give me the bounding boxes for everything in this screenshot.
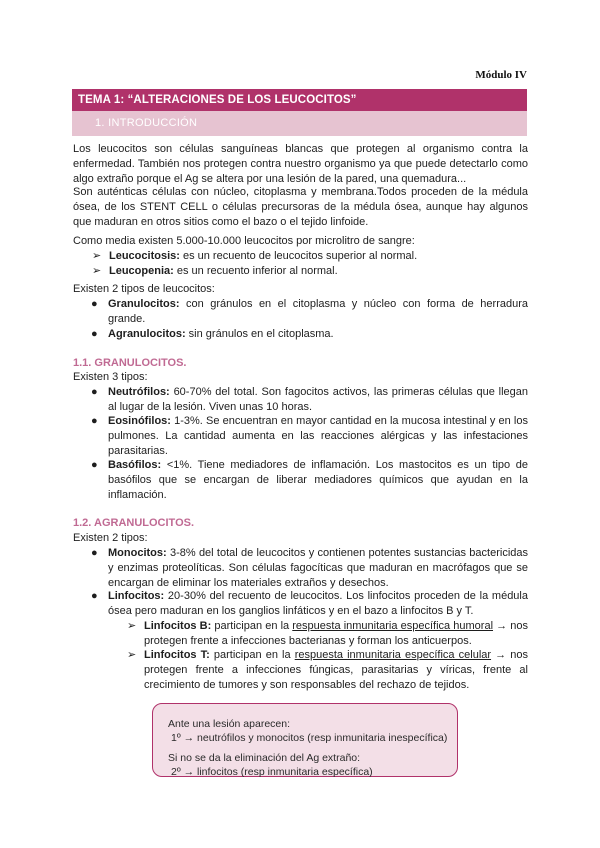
bullet-icon: ●	[91, 590, 98, 602]
agranulocitos-intro: Existen 2 tipos:	[73, 532, 148, 544]
list-item: ● Granulocitos: con gránulos en el citoplasma y núcleo con forma de herradura grande.	[91, 298, 528, 326]
tipos-intro: Existen 2 tipos de leucocitos:	[73, 283, 215, 295]
list-item: ● Linfocitos: 20-30% del recuento de leucocitos. Los linfocitos proceden de la médula ósea pero maduran en los ganglios linfáticos y en el bazo a linfocitos B y T.	[91, 590, 528, 618]
list-item: ● Basófilos: <1%. Tiene mediadores de inflamación. Los mastocitos es un tipo de basófilos que se encargan de liberar mediadores químicos que ayudan en la inflamación.	[91, 459, 528, 502]
list-item: ➢ Leucopenia: es un recuento inferior al normal.	[92, 264, 532, 279]
list-item: ● Agranulocitos: sin gránulos en el citoplasma.	[91, 327, 531, 342]
arrow-bullet-icon: ➢	[92, 265, 102, 277]
intro-media: Como media existen 5.000-10.000 leucocitos por microlitro de sangre:	[73, 235, 415, 247]
arrow-bullet-icon: ➢	[127, 649, 137, 661]
list-item: ➢ Leucocitosis: es un recuento de leucocitos superior al normal.	[92, 249, 532, 264]
bullet-icon: ●	[91, 459, 98, 471]
summary-line-3: Si no se da la eliminación del Ag extraño:	[168, 752, 361, 764]
topic-title: TEMA 1: “ALTERACIONES DE LOS LEUCOCITOS”	[78, 94, 357, 106]
granulocitos-heading: 1.1. GRANULOCITOS.	[73, 357, 187, 369]
bullet-icon: ●	[91, 298, 98, 310]
intro-paragraph-1: Los leucocitos son células sanguíneas blancas que protegen al organismo contra la enfermedad. También nos protegen contra nuestro organismo ya que puede detectarlo como algo extraño porque el Ag se altera por una lesión de la pared, una quemadura...	[73, 143, 528, 186]
list-item: ● Monocitos: 3-8% del total de leucocitos y contienen potentes sustancias bactericidas y enzimas proteolíticas. Son células fagocíticas que maduran en macrófagos que se encargan de eliminar los materiales extraños y desechos.	[91, 547, 528, 590]
granulocitos-intro: Existen 3 tipos:	[73, 371, 148, 383]
summary-line-4: 2º → linfocitos (resp inmunitaria específica)	[171, 766, 373, 778]
module-label: Módulo IV	[475, 69, 527, 81]
list-item: ● Eosinófilos: 1-3%. Se encuentran en mayor cantidad en la mucosa intestinal y en los pulmones. La cantidad aumenta en las reacciones alérgicas y las infestaciones parasitarias.	[91, 415, 528, 458]
bullet-icon: ●	[91, 328, 98, 340]
list-item: ➢ Linfocitos T: participan en la respuesta inmunitaria específica celular → nos protegen frente a infecciones fúngicas, parasitarias y víricas, frente al crecimiento de tumores y son responsables del rechazo de tejidos.	[127, 649, 528, 692]
bullet-icon: ●	[91, 415, 98, 427]
arrow-bullet-icon: ➢	[127, 620, 137, 632]
summary-line-1: Ante una lesión aparecen:	[168, 718, 291, 730]
list-item: ➢ Linfocitos B: participan en la respuesta inmunitaria específica humoral → nos protegen frente a infecciones bacterianas y forman los anticuerpos.	[127, 620, 528, 648]
intro-paragraph-2: Son auténticas células con núcleo, citoplasma y membrana.Todos proceden de la médula ósea, de los STENT CELL o células precursoras de la médula ósea, aunque hay algunos que maduran en otros sitios como el bazo o el tejido linfoide.	[73, 186, 528, 229]
list-item: ● Neutrófilos: 60-70% del total. Son fagocitos activos, las primeras células que llegan al lugar de la lesión. Viven unas 10 horas.	[91, 386, 528, 414]
summary-line-2: 1º → neutrófilos y monocitos (resp inmunitaria inespecífica)	[171, 732, 448, 744]
bullet-icon: ●	[91, 547, 98, 559]
agranulocitos-heading: 1.2. AGRANULOCITOS.	[73, 517, 195, 529]
bullet-icon: ●	[91, 386, 98, 398]
arrow-bullet-icon: ➢	[92, 250, 102, 262]
section-title: 1. INTRODUCCIÓN	[95, 117, 198, 129]
